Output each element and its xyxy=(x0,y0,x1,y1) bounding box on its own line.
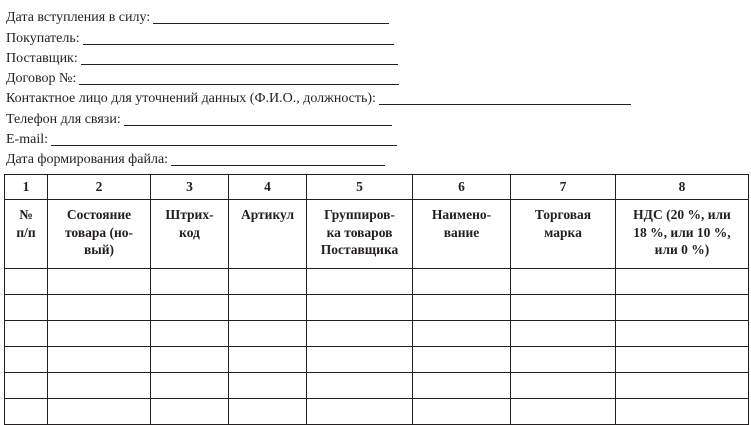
buyer-label: Покупатель: xyxy=(6,30,80,46)
table-cell[interactable] xyxy=(413,295,511,321)
contract-field[interactable] xyxy=(79,70,399,85)
form-line-file-date xyxy=(6,148,746,168)
table-cell[interactable] xyxy=(616,399,749,425)
table-cell[interactable] xyxy=(48,399,151,425)
header-name-text: Наимено- вание xyxy=(431,207,492,240)
header-article xyxy=(229,200,307,269)
table-cell[interactable] xyxy=(307,399,413,425)
form-line-contact-person xyxy=(6,87,746,107)
table-row xyxy=(5,347,749,373)
header-vat xyxy=(616,200,749,269)
header-name xyxy=(413,200,511,269)
table-cell[interactable] xyxy=(5,399,48,425)
header-condition xyxy=(48,200,151,269)
form-line-contract xyxy=(6,67,746,87)
email-field[interactable] xyxy=(51,131,397,146)
phone-field[interactable] xyxy=(124,111,392,126)
table-cell[interactable] xyxy=(48,347,151,373)
table-cell[interactable] xyxy=(229,347,307,373)
table-row xyxy=(5,321,749,347)
table-cell[interactable] xyxy=(307,321,413,347)
table-cell[interactable] xyxy=(307,373,413,399)
table-cell[interactable] xyxy=(5,373,48,399)
header-barcode-text: Штрих- код xyxy=(165,207,214,240)
table-row xyxy=(5,295,749,321)
effective-date-label: Дата вступления в силу: xyxy=(6,10,151,26)
table-cell[interactable] xyxy=(151,269,229,295)
goods-table xyxy=(4,174,749,425)
column-number: 2 xyxy=(48,175,151,200)
column-number: 5 xyxy=(307,175,413,200)
table-cell[interactable] xyxy=(616,373,749,399)
table-cell[interactable] xyxy=(48,269,151,295)
table-cell[interactable] xyxy=(48,373,151,399)
supplier-label: Поставщик: xyxy=(6,50,78,66)
table-cell[interactable] xyxy=(307,347,413,373)
email-label: E-mail: xyxy=(6,132,48,148)
table-cell[interactable] xyxy=(229,373,307,399)
effective-date-field[interactable] xyxy=(153,9,389,24)
table-cell[interactable] xyxy=(229,295,307,321)
supplier-field[interactable] xyxy=(81,50,398,65)
table-cell[interactable] xyxy=(616,347,749,373)
table-cell[interactable] xyxy=(48,295,151,321)
form-line-effective-date xyxy=(6,6,746,26)
header-barcode xyxy=(151,200,229,269)
table-cell[interactable] xyxy=(151,295,229,321)
table-row xyxy=(5,269,749,295)
table-cell[interactable] xyxy=(5,347,48,373)
column-number: 3 xyxy=(151,175,229,200)
table-cell[interactable] xyxy=(413,321,511,347)
table-cell[interactable] xyxy=(511,295,616,321)
table-cell[interactable] xyxy=(5,295,48,321)
form-line-supplier xyxy=(6,47,746,67)
table-cell[interactable] xyxy=(511,269,616,295)
table-cell[interactable] xyxy=(511,399,616,425)
header-brand xyxy=(511,200,616,269)
table-row xyxy=(5,373,749,399)
contract-label: Договор №: xyxy=(6,71,77,87)
phone-label: Телефон для связи: xyxy=(6,111,121,127)
column-number: 8 xyxy=(616,175,749,200)
table-cell[interactable] xyxy=(511,347,616,373)
buyer-field[interactable] xyxy=(83,30,394,45)
table-cell[interactable] xyxy=(5,269,48,295)
header-condition-text: Состояние товара (но- вый) xyxy=(64,207,134,257)
table-cell[interactable] xyxy=(229,399,307,425)
table-cell[interactable] xyxy=(229,321,307,347)
table-cell[interactable] xyxy=(48,321,151,347)
header-article-text: Артикул xyxy=(240,207,295,222)
table-cell[interactable] xyxy=(151,399,229,425)
table-cell[interactable] xyxy=(307,295,413,321)
table-cell[interactable] xyxy=(229,269,307,295)
table-cell[interactable] xyxy=(616,269,749,295)
table-cell[interactable] xyxy=(413,347,511,373)
column-number: 6 xyxy=(413,175,511,200)
table-cell[interactable] xyxy=(151,347,229,373)
column-header-row xyxy=(5,200,749,269)
column-number: 7 xyxy=(511,175,616,200)
header-vat-text: НДС (20 %, или 18 %, или 10 %, или 0 %) xyxy=(633,207,731,257)
file-date-label: Дата формирования файла: xyxy=(6,152,169,168)
contact-person-field[interactable] xyxy=(379,90,631,105)
contact-person-label: Контактное лицо для уточнений данных (Ф.И.О., должность): xyxy=(6,91,376,107)
table-cell[interactable] xyxy=(151,373,229,399)
form-line-buyer xyxy=(6,26,746,46)
header-brand-text: Торговая марка xyxy=(534,207,592,240)
table-cell[interactable] xyxy=(413,399,511,425)
file-date-field[interactable] xyxy=(171,151,385,166)
column-number-row xyxy=(5,175,749,200)
column-number: 4 xyxy=(229,175,307,200)
table-cell[interactable] xyxy=(413,269,511,295)
header-row-number xyxy=(5,200,48,269)
table-cell[interactable] xyxy=(307,269,413,295)
form-line-phone xyxy=(6,107,746,127)
header-grouping-text: Группиров- ка товаров Поставщика xyxy=(320,207,399,257)
table-cell[interactable] xyxy=(151,321,229,347)
column-number: 1 xyxy=(5,175,48,200)
table-cell[interactable] xyxy=(616,321,749,347)
table-row xyxy=(5,399,749,425)
table-cell[interactable] xyxy=(511,321,616,347)
table-cell[interactable] xyxy=(511,373,616,399)
table-cell[interactable] xyxy=(616,295,749,321)
form-header xyxy=(6,6,746,168)
form-line-email xyxy=(6,128,746,148)
header-grouping xyxy=(307,200,413,269)
table-cell[interactable] xyxy=(5,321,48,347)
table-cell[interactable] xyxy=(413,373,511,399)
header-row-number-text: № п/п xyxy=(16,207,36,240)
